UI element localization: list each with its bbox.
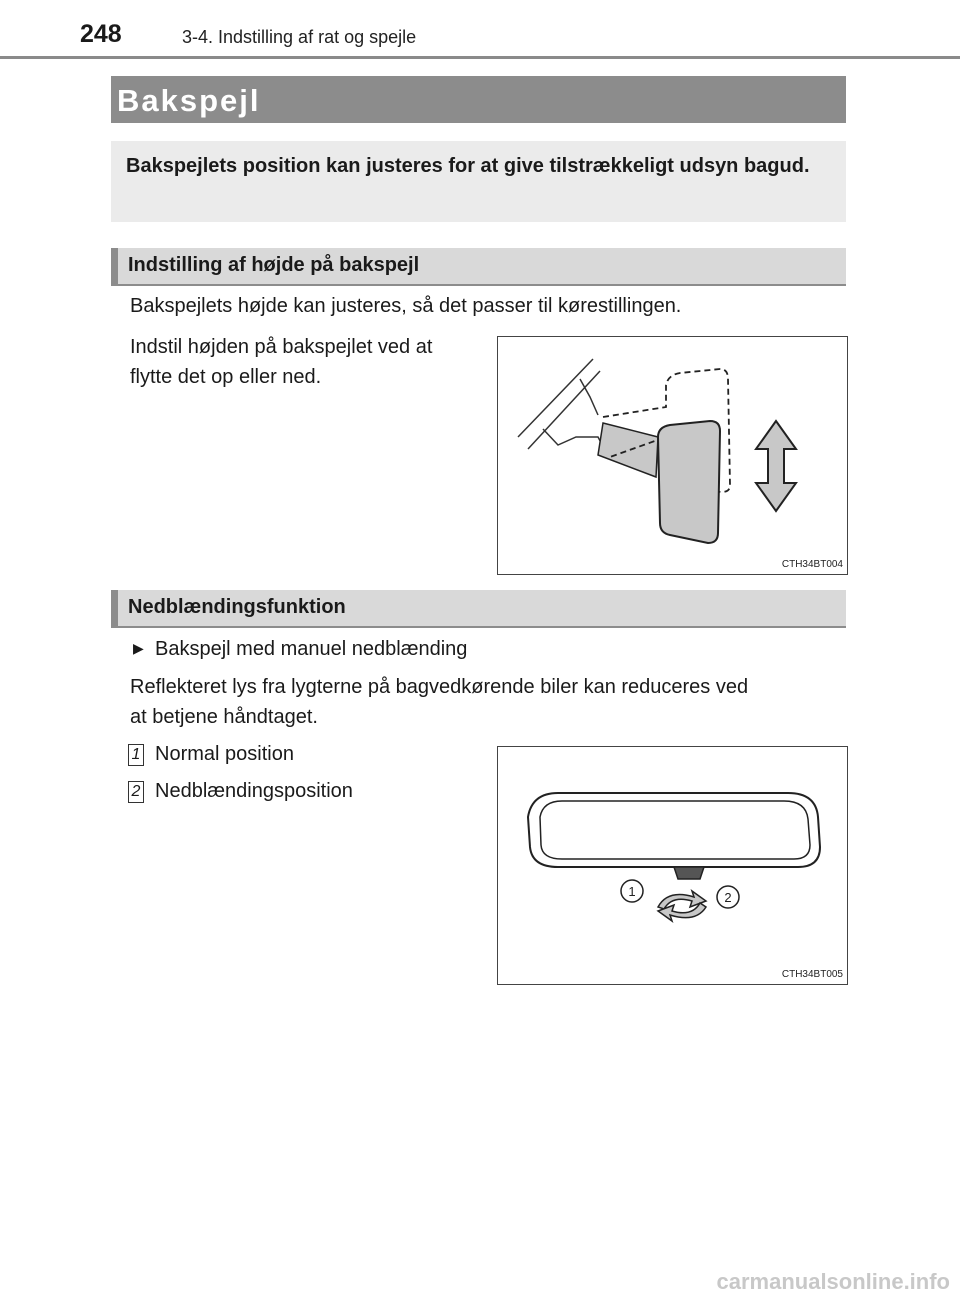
height-instruction-line1: Indstil højden på bakspejlet ved at [130,336,433,358]
height-instruction-line2: flytte det op eller ned. [130,366,322,388]
heading-accent-bar [111,590,118,626]
item-number-2: 2 [128,781,144,803]
bullet-text: Bakspejl med manuel nedblænding [155,638,468,660]
item-label-1: Normal position [155,743,294,765]
section-reference: 3-4. Indstilling af rat og spejle [182,27,417,47]
page-title: Bakspejl [117,83,261,118]
up-down-arrow-icon [756,421,796,511]
watermark: carmanualsonline.info [716,1269,950,1294]
subsection-heading-antiglare [111,590,846,628]
header-divider [0,56,960,59]
antiglare-mirror-illustration [498,747,847,984]
callout-1: 1 [628,884,636,899]
mirror-height-illustration [498,337,847,574]
item-label-2: Nedblændingsposition [155,780,353,802]
subsection-heading-text: Indstilling af højde på bakspejl [128,254,420,276]
item-number-1: 1 [128,744,144,766]
height-paragraph: Bakspejlets højde kan justeres, så det passer til kørestillingen. [130,295,682,317]
mirror-height-figure [497,336,848,575]
subsection-heading-height [111,248,846,286]
figure-code: CTH34BT004 [781,559,843,570]
figure-code: CTH34BT005 [781,969,843,980]
antiglare-paragraph-line2: at betjene håndtaget. [130,706,318,728]
page-number: 248 [80,20,122,48]
subsection-heading-text: Nedblændingsfunktion [128,596,346,618]
heading-accent-bar [111,248,118,284]
intro-text: Bakspejlets position kan justeres for at give tilstrækkeligt udsyn bagud. [126,155,810,177]
antiglare-paragraph-line1: Reflekteret lys fra lygterne på bagvedkørende biler kan reduceres ved [130,676,749,698]
antiglare-mirror-figure [497,746,848,985]
rotate-arrows-icon [658,891,706,921]
callout-2: 2 [724,890,732,905]
triangle-right-icon: ▶ [133,640,144,656]
